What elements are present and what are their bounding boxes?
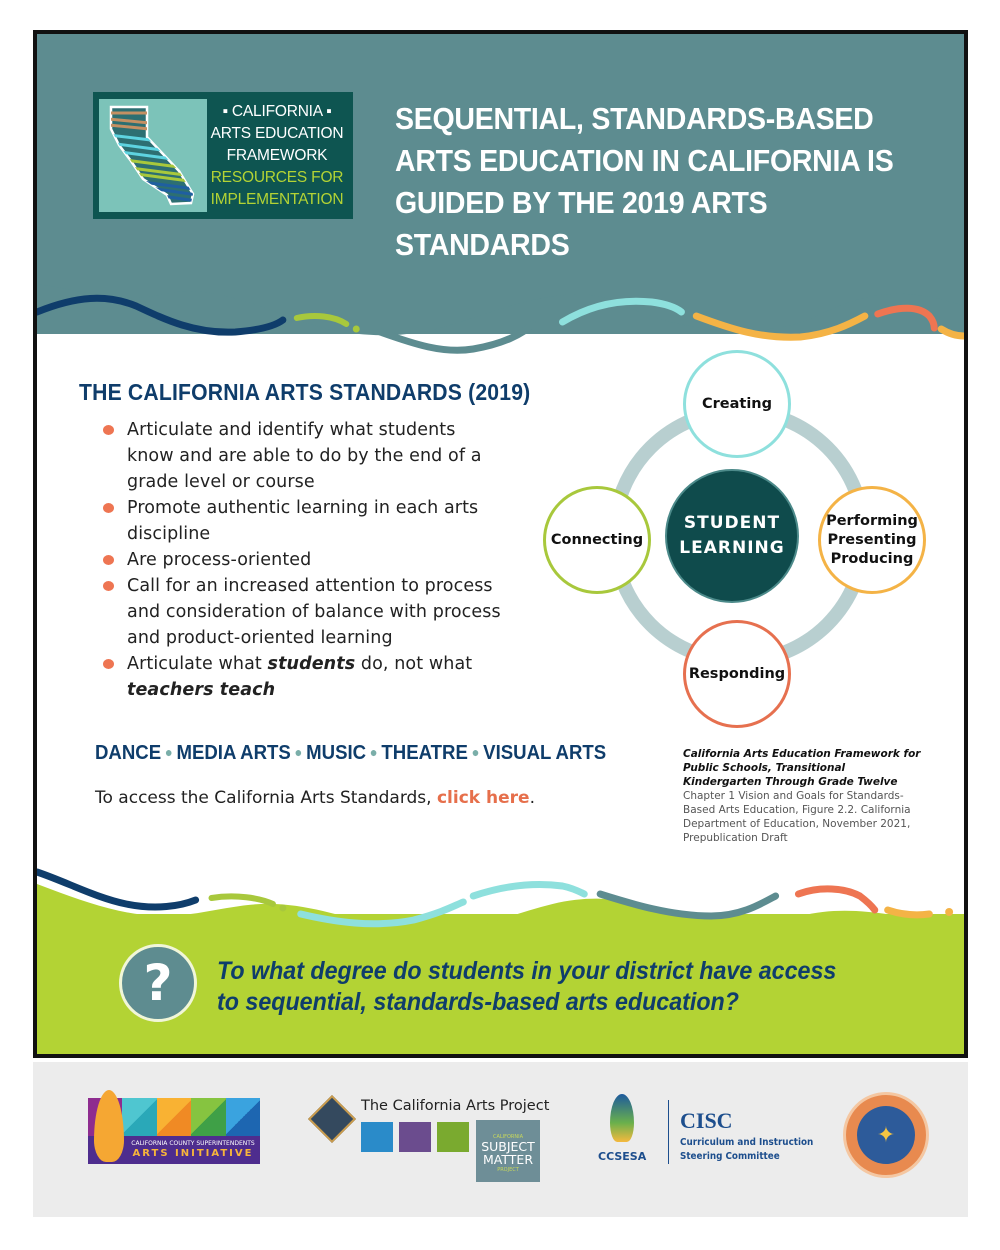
bullet-icon <box>103 503 114 513</box>
music-tile-icon <box>399 1122 431 1152</box>
standards-heading: THE CALIFORNIA ARTS STANDARDS (2019) <box>79 379 531 405</box>
page-title: SEQUENTIAL, STANDARDS-BASED ARTS EDUCATION IN CALIFORNIA IS GUIDED BY THE 2019 ARTS STANDARDS <box>395 101 894 262</box>
list-item: Are process-oriented <box>101 547 501 573</box>
separator-dot-icon: ● <box>164 744 173 760</box>
bullet-icon <box>103 555 114 565</box>
cde-seal-logo <box>843 1092 929 1178</box>
discipline-visual-arts: VISUAL ARTS <box>483 742 607 764</box>
node-creating: Creating <box>683 350 791 458</box>
artistic-process-diagram <box>537 344 937 734</box>
theatre-tile-icon <box>437 1122 469 1152</box>
emphasis-students: students <box>267 654 356 674</box>
bullet-icon <box>103 581 114 591</box>
torch-icon <box>610 1094 634 1142</box>
emphasis-teachers-teach: teachers teach <box>127 680 276 700</box>
bullet-icon <box>103 425 114 435</box>
node-connecting: Connecting <box>543 486 651 594</box>
california-map-icon <box>99 99 207 212</box>
separator-dot-icon: ● <box>369 744 378 760</box>
click-here-link[interactable]: click here <box>436 788 530 808</box>
question-mark-icon: ? <box>119 944 197 1022</box>
standards-list <box>101 417 501 703</box>
partner-logos-footer <box>33 1062 968 1217</box>
california-arts-project-logo: The California Arts Project CALIFORNIA SUBJECT MATTER PROJECT <box>311 1098 541 1183</box>
discipline-media-arts: MEDIA ARTS <box>176 742 291 764</box>
ccsai-logo: CALIFORNIA COUNTY SUPERINTENDENTS ARTS INITIATIVE <box>88 1098 260 1164</box>
reflection-question: To what degree do students in your district have access to sequential, standards-based arts education? <box>217 957 837 1016</box>
list-item: Articulate what students do, not what teachers teach <box>101 651 501 703</box>
lamp-of-learning-icon: ✦ <box>857 1106 915 1164</box>
discipline-music: MUSIC <box>306 742 367 764</box>
media-arts-tile-icon <box>361 1122 393 1152</box>
separator-dot-icon: ● <box>294 744 303 760</box>
bullet-icon <box>103 659 114 669</box>
arts-diamond-icon <box>308 1095 356 1143</box>
list-item: Articulate and identify what students know and are able to do by the end of a grade level or course <box>101 417 501 495</box>
node-performing-presenting-producing: Performing Presenting Producing <box>818 486 926 594</box>
discipline-dance: DANCE <box>95 742 162 764</box>
discipline-theatre: THEATRE <box>381 742 468 764</box>
framework-logo-text: ▪ CALIFORNIA ▪ ARTS EDUCATION FRAMEWORK RESOURCES FOR IMPLEMENTATION <box>210 102 344 208</box>
arts-disciplines <box>95 742 606 765</box>
subject-matter-project-logo: CALIFORNIA SUBJECT MATTER PROJECT <box>476 1120 540 1182</box>
infographic-frame <box>33 30 968 1058</box>
center-student-learning: STUDENT LEARNING <box>665 469 799 603</box>
framework-logo <box>93 92 353 219</box>
ccsesa-cisc-logo: CCSESA CISC Curriculum and Instruction Steering Committee <box>598 1094 808 1166</box>
figure-citation: California Arts Education Framework for Public Schools, Transitional Kindergarten Through Grade Twelve Chapter 1 Vision and Goals for Standards-Based Arts Education, Figure 2.2. California Department of Education, November 2021, Prepublication Draft <box>683 748 921 844</box>
list-item: Call for an increased attention to process and consideration of balance with process and product-oriented learning <box>101 573 501 651</box>
separator-dot-icon: ● <box>471 744 480 760</box>
list-item: Promote authentic learning in each arts discipline <box>101 495 501 547</box>
access-standards-text: To access the California Arts Standards, click here. <box>95 788 535 808</box>
node-responding: Responding <box>683 620 791 728</box>
